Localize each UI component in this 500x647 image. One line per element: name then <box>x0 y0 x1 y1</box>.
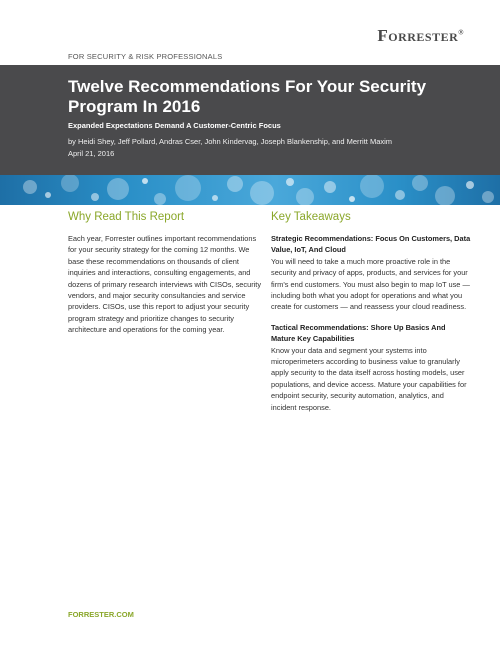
why-read-body: Each year, Forrester outlines important recommendations for your security strategy for the coming 12 months. We base these recommendations on thousands of client inquiries and interactions, consulting engagements, and dozens of primary research interviews with CISOs, security vendors, and major security consultancies and service providers. CISOs, use this report to adjust your security program strategy and prioritize changes to security architecture and operations for the coming year. <box>68 234 262 335</box>
report-title: Twelve Recommendations For Your Security Program In 2016 <box>68 77 427 116</box>
takeaway-item <box>271 322 471 413</box>
forrester-logo: Forrester® <box>377 26 464 45</box>
report-date: April 21, 2016 <box>68 149 115 158</box>
takeaway-title: Tactical Recommendations: Shore Up Basics And Mature Key Capabilities <box>271 322 446 344</box>
takeaway-title: Strategic Recommendations: Focus On Customers, Data Value, IoT, And Cloud <box>271 234 471 255</box>
decorative-dot-band <box>0 175 500 205</box>
why-read-heading: Why Read This Report <box>68 211 185 223</box>
key-takeaways-section <box>271 211 471 422</box>
footer-url[interactable]: FORRESTER.COM <box>68 610 134 619</box>
audience-label: FOR SECURITY & RISK PROFESSIONALS <box>68 52 223 61</box>
why-read-section <box>68 211 264 336</box>
takeaway-body: You will need to take a much more proactive role in the security and privacy of apps, products, and services for your firm's end customers. You must also begin to map IoT use — including both what you adopt for operations and what you create for customers — and reassess your cloud readiness. <box>271 256 470 312</box>
takeaway-body: Know your data and segment your systems into microperimeters according to business value to granularly apply security to the data itself across hosting models, user populations, and device access. Mature your capabilities for endpoint security, security automation, analytics, and incident response. <box>271 345 467 412</box>
key-takeaways-heading: Key Takeaways <box>271 211 351 223</box>
report-authors: by Heidi Shey, Jeff Pollard, Andras Cser, John Kindervag, Joseph Blankenship, and Merritt Maxim <box>68 137 393 146</box>
report-subtitle: Expanded Expectations Demand A Customer-Centric Focus <box>68 121 281 130</box>
takeaway-item <box>271 233 471 313</box>
